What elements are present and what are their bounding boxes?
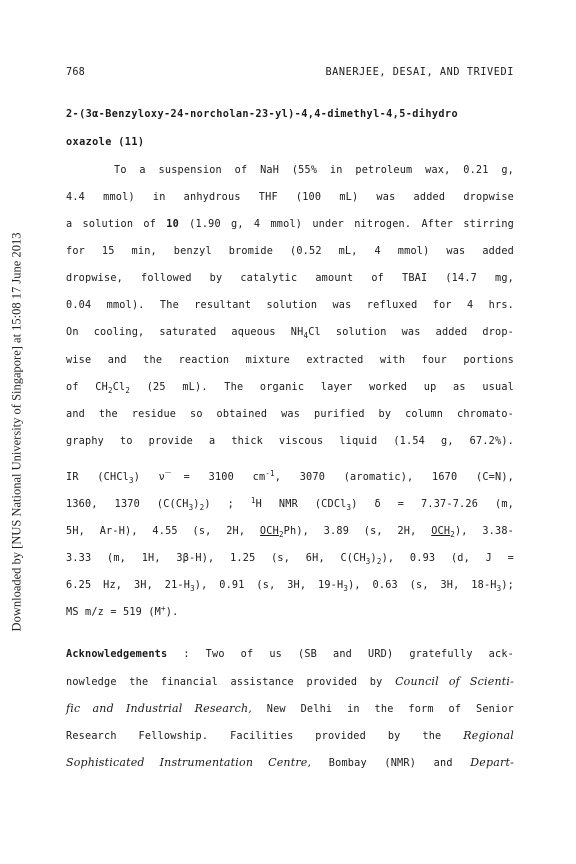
handwritten-insert: fic and Industrial Research,: [66, 702, 252, 715]
download-watermark: [0, 0, 34, 864]
text-run: Ph), 3.89 (s, 2H,: [283, 526, 432, 537]
body-line: wise and the reaction mixture extracted with four portions: [66, 355, 514, 366]
text-run: Cl: [112, 382, 126, 393]
subscript: 2: [107, 386, 113, 395]
subscript: 3: [190, 584, 195, 593]
text-run: nowledge the financial assistance provided by: [66, 677, 396, 688]
body-line: graphy to provide a thick viscous liquid (1.54 g, 67.2%).: [66, 436, 514, 447]
acknowledgements-line: [66, 727, 514, 745]
acknowledgements-heading: Acknowledgements: [66, 649, 168, 660]
text-run: , 3070 (aromatic), 1670 (C=N),: [274, 472, 514, 483]
subscript: 2: [376, 557, 382, 566]
body-line: To a suspension of NaH (55% in petroleum wax, 0.21 g,: [114, 165, 514, 176]
subscript: 3: [343, 584, 349, 593]
body-line: 0.04 mmol). The resultant solution was refluxed for 4 hrs.: [66, 300, 514, 311]
text-run: 6.25 Hz, 3H, 21-H: [66, 580, 191, 591]
acknowledgements-line: [66, 646, 514, 664]
body-line: for 15 min, benzyl bromide (0.52 mL, 4 mmol) was added: [66, 246, 514, 257]
subscript: 2: [278, 530, 284, 539]
body-line: [66, 216, 514, 234]
handwritten-insert: Sophisticated Instrumentation Centre,: [66, 756, 312, 769]
subscript: 2: [450, 530, 455, 539]
nmr-data-line: [66, 496, 514, 514]
subscript: 3: [188, 503, 194, 512]
superscript: 1: [250, 496, 256, 505]
acknowledgements-line: [66, 673, 514, 691]
text-run: ), 3.38-: [454, 526, 514, 537]
underlined-group: OCH: [259, 526, 279, 537]
text-run: Bombay (NMR) and: [311, 758, 471, 769]
handwritten-insert: Regional: [463, 729, 514, 742]
text-run: IR (CHCl: [66, 472, 129, 483]
subscript: 2: [125, 386, 131, 395]
underlined-group: OCH: [431, 526, 451, 537]
handwritten-insert: Depart-: [470, 756, 514, 769]
body-line: dropwise, followed by catalytic amount of TBAI (14.7 mg,: [66, 273, 514, 284]
text-run: Research Fellowship. Facilities provided by the: [66, 731, 464, 742]
text-run: ) ;: [204, 499, 251, 510]
text-run: ).: [165, 607, 179, 618]
body-line: [66, 324, 514, 342]
acknowledgements-line: [66, 700, 514, 718]
text-run: New Delhi in the form of Senior: [251, 704, 514, 715]
text-run: of CH: [66, 382, 108, 393]
text-run: ) δ = 7.37-7.26 (m,: [351, 499, 515, 510]
superscript: -1: [265, 469, 275, 478]
text-run: 5H, Ar-H), 4.55 (s, 2H,: [66, 526, 260, 537]
text-run: 3.33 (m, 1H, 3β-H), 1.25 (s, 6H, C(CH: [66, 553, 366, 564]
ir-data-line: [66, 469, 514, 487]
subscript: 3: [365, 557, 371, 566]
text-run: : Two of us (SB and URD) gratefully ack-: [167, 649, 514, 660]
text-run: a solution of: [66, 219, 167, 230]
running-head-authors: BANERJEE, DESAI, AND TRIVEDI: [325, 67, 514, 78]
subscript: 3: [128, 476, 134, 485]
body-line: [66, 379, 514, 397]
handwritten-insert: Council of Scienti-: [395, 675, 514, 688]
text-run: H NMR (CDCl: [255, 499, 347, 510]
page-number: 768: [66, 67, 86, 78]
text-run: ), 0.63 (s, 3H, 18-H: [348, 580, 497, 591]
compound-title-line-1: 2-(3α-Benzyloxy-24-norcholan-23-yl)-4,4-dimethyl-4,5-dihydro: [66, 109, 459, 120]
subscript: 3: [346, 503, 352, 512]
nmr-data-line: [66, 577, 514, 595]
running-header: [66, 64, 514, 82]
text-run: ), 0.91 (s, 3H, 19-H: [194, 580, 344, 591]
ms-data-line: [66, 604, 514, 622]
compound-title-line-2: oxazole (11): [66, 137, 145, 148]
subscript: 3: [496, 584, 502, 593]
text-run: On cooling, saturated aqueous NH: [66, 327, 304, 338]
body-line: 4.4 mmol) in anhydrous THF (100 mL) was added dropwise: [66, 192, 514, 203]
acknowledgements-line: [66, 754, 514, 772]
text-run: (1.90 g, 4 mmol) under nitrogen. After stirring: [178, 219, 514, 230]
nmr-data-line: [66, 550, 514, 568]
text-run: ): [370, 553, 377, 564]
text-run: (25 mL). The organic layer worked up as usual: [130, 382, 515, 393]
text-run: Cl solution was added drop-: [308, 327, 514, 338]
compound-reference: 10: [166, 219, 179, 230]
text-run: 1360, 1370 (C(CH: [66, 499, 189, 510]
subscript: 4: [303, 331, 309, 340]
text-run: );: [501, 580, 514, 591]
subscript: 2: [199, 503, 205, 512]
body-line: and the residue so obtained was purified by column chromato-: [66, 409, 514, 420]
text-run: ): [193, 499, 200, 510]
download-note: Downloaded by [NUS National University of Singapore] at 15:08 17 June 2013: [9, 232, 24, 632]
nmr-data-line: [66, 523, 514, 541]
superscript: +: [161, 604, 166, 613]
text-run: MS m/z = 519 (M: [66, 607, 162, 618]
text-run: ), 0.93 (d, J =: [381, 553, 514, 564]
text-run: ) ν̅ = 3100 cm: [133, 472, 266, 483]
